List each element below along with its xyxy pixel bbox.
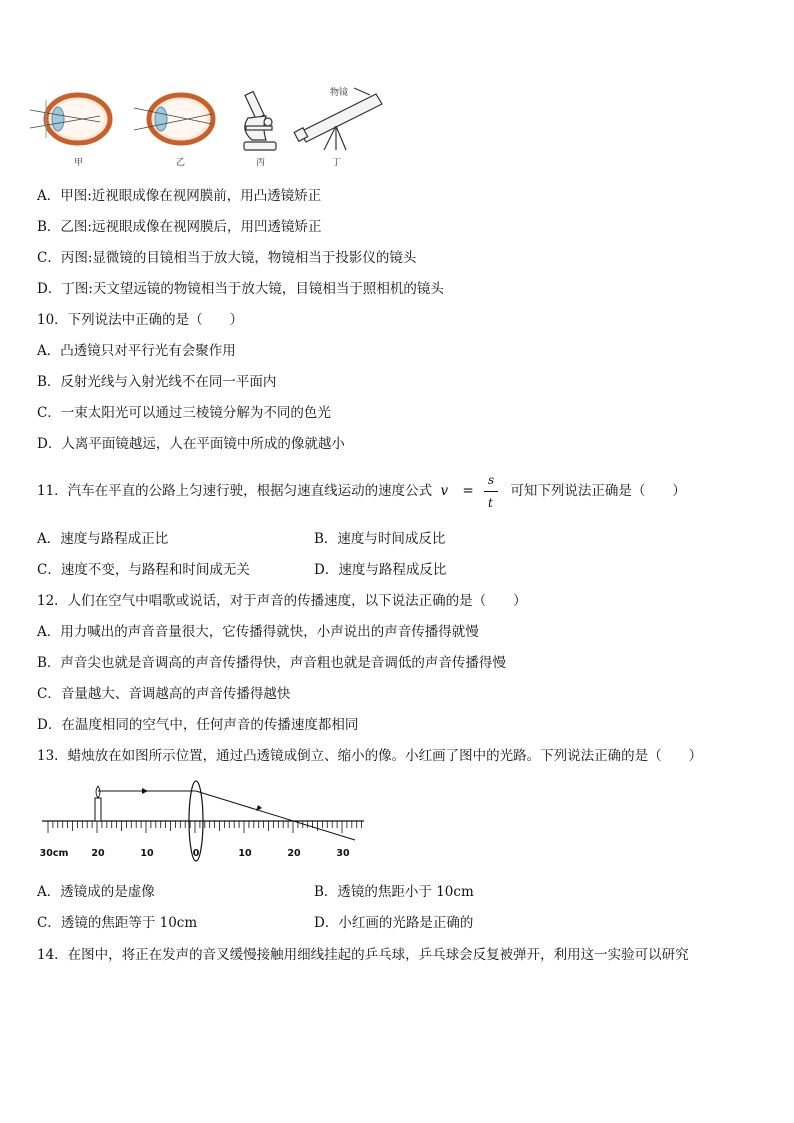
q10-stem: 10．下列说法中正确的是（ ） (37, 312, 244, 328)
q11-fraction-bar (484, 491, 498, 492)
microscope-diagram (244, 92, 276, 150)
ruler-label: 10 (238, 848, 252, 859)
q11-stem (37, 472, 686, 510)
candle (95, 798, 101, 821)
q11-formula-eq: = (462, 483, 474, 499)
q13-option-d: D．小红画的光路是正确的 (314, 915, 474, 931)
q11-option-c: C．速度不变，与路程和时间成无关 (37, 562, 250, 578)
q11-option-b: B．速度与时间成反比 (314, 531, 446, 547)
ruler-ticks (48, 821, 362, 833)
eye-diagram-yi (134, 95, 213, 143)
q12-option-a: A．用力喊出的声音音量很大，它传播得就快，小声说出的声音传播得就慢 (37, 624, 479, 640)
q10-option-a: A．凸透镜只对平行光有会聚作用 (37, 343, 236, 359)
eye-diagram-jia (30, 95, 110, 143)
candle-flame (96, 786, 100, 798)
q11-formula-numerator: s (488, 472, 495, 487)
q9-option-d: D．丁图:天文望远镜的物镜相当于放大镜，目镜相当于照相机的镜头 (37, 281, 444, 297)
lens-ruler-figure (0, 778, 794, 868)
q14-stem: 14．在图中，将正在发声的音叉缓慢接触用细线挂起的乒乓球，乒乓球会反复被弹开，利用这一实验可以研究 (37, 947, 689, 963)
q9-option-a: A．甲图:近视眼成像在视网膜前，用凸透镜矫正 (37, 188, 322, 204)
q11-formula-v: v (440, 483, 449, 499)
q11-option-d: D．速度与路程成反比 (314, 562, 447, 578)
q10-option-d: D．人离平面镜越远，人在平面镜中所成的像就越小 (37, 436, 345, 452)
q11-stem-after: 可知下列说法正确是（ ） (510, 483, 686, 499)
q10-option-c: C．一束太阳光可以通过三棱镜分解为不同的色光 (37, 405, 331, 421)
figure-label-ding: 丁 (332, 158, 342, 168)
light-ray-refracted (196, 791, 355, 840)
ruler-label: 30cm (39, 848, 69, 859)
figure-label-jia: 甲 (74, 158, 84, 168)
q11-stem-before: 11．汽车在平直的公路上匀速行驶，根据匀速直线运动的速度公式 (37, 483, 433, 499)
ruler-label: 0 (192, 848, 200, 859)
figure-label-bing: 丙 (256, 158, 266, 168)
light-ray-arrow-1 (142, 788, 148, 794)
q11-option-a: A．速度与路程成正比 (37, 531, 169, 547)
q10-option-b: B．反射光线与入射光线不在同一平面内 (37, 374, 277, 390)
q12-option-d: D．在温度相同的空气中，任何声音的传播速度都相同 (37, 717, 359, 733)
q11-formula-denominator: t (488, 495, 493, 510)
ruler-label: 20 (287, 848, 301, 859)
q12-option-b: B．声音尖也就是音调高的声音传播得快，声音粗也就是音调低的声音传播得慢 (37, 655, 506, 671)
q12-stem: 12．人们在空气中唱歌或说话，对于声音的传播速度，以下说法正确的是（ ） (37, 593, 527, 609)
q13-stem: 13．蜡烛放在如图所示位置，通过凸透镜成倒立、缩小的像。小红画了图中的光路。下列说法正确的是（ ） (37, 748, 703, 764)
q9-option-b: B．乙图:远视眼成像在视网膜后，用凹透镜矫正 (37, 219, 322, 235)
telescope-label: 物镜 (330, 88, 349, 98)
ruler-label: 10 (140, 848, 154, 859)
ruler-label: 20 (91, 848, 105, 859)
q13-option-c: C．透镜的焦距等于 10cm (37, 915, 198, 931)
q13-option-b: B．透镜的焦距小于 10cm (314, 884, 474, 900)
q12-option-c: C．音量越大、音调越高的声音传播得越快 (37, 686, 291, 702)
ruler-labels (40, 848, 350, 859)
q13-option-a: A．透镜成的是虚像 (37, 884, 155, 900)
ruler-label: 30 (336, 848, 350, 859)
figure-label-yi: 乙 (176, 158, 186, 168)
q11-formula-fraction (484, 472, 500, 510)
optics-figure (0, 0, 794, 170)
q9-option-c: C．丙图:显微镜的目镜相当于放大镜，物镜相当于投影仪的镜头 (37, 250, 417, 266)
